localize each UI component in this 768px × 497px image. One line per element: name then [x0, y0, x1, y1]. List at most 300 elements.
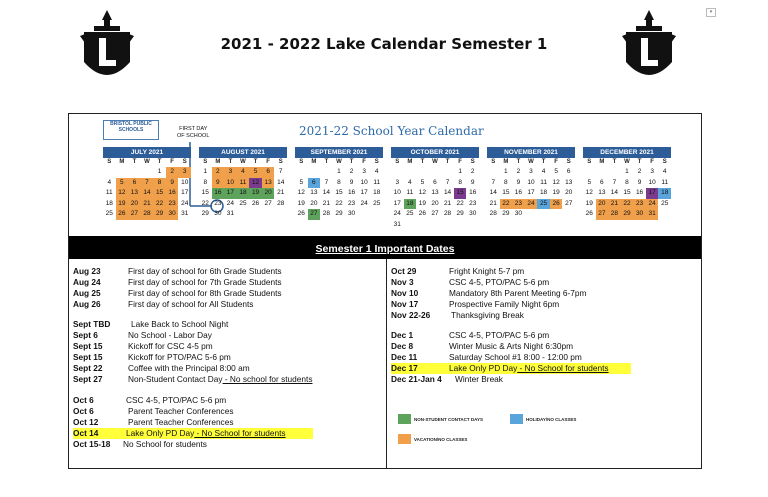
day-cell: 28	[608, 209, 621, 220]
event-text: Fright Knight 5-7 pm	[449, 266, 525, 276]
day-cell: 28	[322, 210, 331, 217]
important-date-row	[73, 352, 256, 363]
weekday-label: F	[554, 159, 558, 165]
month-calendar	[583, 147, 671, 220]
event-text: Lake Back to School Night	[131, 319, 229, 329]
day-grid	[487, 167, 575, 220]
day-cell: 17	[181, 189, 189, 196]
day-cell: 24	[525, 199, 538, 210]
event-text: First day of school for 6th Grade Students	[128, 266, 282, 276]
day-cell: 6	[600, 178, 604, 186]
day-cell: 5	[420, 178, 425, 186]
day-cell: 21	[443, 199, 452, 207]
day-cell: 8	[203, 178, 208, 186]
legend-holiday: HOLIDAY/NO CLASSES	[526, 417, 577, 422]
important-date-row	[73, 374, 313, 385]
weekday-label: S	[491, 159, 496, 165]
day-cell: 3	[529, 168, 533, 175]
weekday-label: M	[599, 159, 605, 165]
weekday-label: T	[420, 159, 425, 165]
day-cell: 22	[500, 199, 513, 210]
day-cell: 20	[262, 188, 275, 199]
important-date-row	[391, 266, 549, 277]
empty-day	[441, 167, 454, 178]
day-cell: 1	[458, 168, 462, 175]
date-label: Oct 14	[73, 428, 99, 438]
empty-day	[116, 167, 129, 178]
date-label: Oct 15-18	[73, 439, 111, 449]
weekday-label: F	[650, 159, 654, 165]
day-cell: 29	[153, 209, 166, 220]
important-date-row	[391, 288, 613, 299]
month-calendar	[391, 147, 479, 230]
weekday-label: M	[215, 159, 221, 165]
important-date-row	[391, 330, 563, 341]
day-cell: 10	[648, 178, 656, 186]
day-cell: 11	[105, 189, 113, 196]
day-cell: 16	[166, 188, 179, 199]
day-cell: 11	[661, 178, 669, 186]
day-cell: 4	[541, 168, 546, 175]
important-date-row	[73, 428, 313, 439]
important-date-row	[73, 299, 302, 310]
day-cell: 14	[277, 178, 285, 186]
day-cell: 8	[458, 178, 462, 186]
event-text: Mandatory 8th Parent Meeting 6-7pm	[449, 288, 587, 298]
day-cell: 26	[585, 210, 593, 217]
legend-swatch-green	[398, 414, 411, 424]
empty-day	[295, 167, 308, 178]
day-cell: 6	[128, 178, 141, 189]
day-cell: 5	[116, 178, 129, 189]
event-text: Lake Only PD Day - No School for students	[449, 363, 609, 373]
day-grid	[103, 167, 191, 220]
day-cell: 28	[489, 210, 497, 217]
event-text: CSC 4-5, PTO/PAC 5-6 pm	[126, 395, 227, 405]
weekday-label: S	[395, 159, 400, 165]
day-cell: 7	[324, 178, 329, 186]
day-cell: 8	[337, 178, 341, 186]
day-cell: 23	[347, 199, 356, 207]
day-cell: 15	[153, 188, 166, 199]
day-cell: 9	[212, 178, 225, 189]
day-cell: 1	[504, 168, 508, 175]
empty-day	[404, 167, 417, 178]
day-cell: 1	[157, 168, 162, 175]
day-cell: 11	[406, 189, 414, 196]
day-cell: 16	[212, 188, 225, 199]
day-cell: 7	[445, 178, 450, 186]
day-cell: 21	[322, 199, 331, 207]
day-cell: 24	[393, 210, 401, 217]
date-label: Sept 15	[73, 341, 103, 351]
event-text: Kickoff for PTO/PAC 5-6 pm	[128, 352, 231, 362]
day-cell: 9	[637, 178, 642, 186]
day-cell: 31	[646, 209, 659, 220]
no-school-note: - No school for students	[222, 374, 313, 384]
event-text: Prospective Family Night 6pm	[449, 299, 560, 309]
day-cell: 25	[373, 199, 381, 207]
day-cell: 13	[431, 189, 439, 196]
day-cell: 29	[335, 210, 343, 217]
day-cell: 27	[264, 199, 272, 207]
day-cell: 16	[347, 189, 356, 196]
important-date-row	[73, 319, 254, 330]
month-calendar	[487, 147, 575, 220]
day-cell: 2	[516, 168, 521, 175]
date-label: Dec 17	[391, 363, 418, 373]
day-cell: 14	[610, 189, 619, 196]
day-cell: 27	[565, 199, 573, 207]
day-cell: 12	[418, 189, 427, 196]
day-cell: 24	[181, 199, 189, 207]
day-cell: 30	[514, 210, 523, 217]
weekday-label: T	[157, 159, 162, 165]
day-cell: 15	[502, 189, 510, 196]
important-date-row	[73, 288, 313, 299]
date-label: Aug 25	[73, 288, 101, 298]
day-cell: 14	[141, 188, 154, 199]
day-cell: 14	[443, 189, 452, 196]
day-cell: 9	[470, 178, 475, 186]
legend-swatch-orange	[398, 434, 411, 444]
day-cell: 6	[262, 167, 275, 178]
day-cell: 18	[237, 188, 250, 199]
day-cell: 22	[335, 199, 343, 207]
day-cell: 27	[596, 209, 609, 220]
empty-day	[141, 167, 154, 178]
day-cell: 17	[224, 188, 237, 199]
day-cell: 14	[489, 189, 497, 196]
day-cell: 16	[635, 189, 644, 196]
day-cell: 18	[539, 189, 548, 196]
important-date-row	[73, 363, 288, 374]
day-cell: 29	[621, 209, 634, 220]
weekday-label: M	[503, 159, 509, 165]
day-cell: 7	[278, 168, 283, 175]
empty-day	[487, 167, 500, 178]
day-cell: 12	[116, 188, 129, 199]
date-label: Oct 6	[73, 395, 94, 405]
important-date-row	[73, 341, 237, 352]
important-date-row	[73, 266, 313, 277]
day-cell: 3	[395, 178, 400, 186]
month-header: SEPTEMBER 2021	[295, 147, 383, 158]
weekday-label: F	[170, 159, 174, 165]
day-cell: 15	[623, 189, 631, 196]
day-cell: 25	[661, 199, 669, 207]
weekday-label: T	[132, 159, 137, 165]
event-text: Winter Music & Arts Night 6:30pm	[449, 341, 574, 351]
day-cell: 11	[540, 178, 547, 186]
day-cell: 28	[443, 210, 452, 217]
weekday-label: F	[266, 159, 270, 165]
day-cell: 25	[406, 210, 414, 217]
day-cell: 21	[277, 189, 285, 196]
weekday-label: T	[253, 159, 258, 165]
day-cell: 25	[105, 210, 113, 217]
day-cell: 7	[612, 178, 617, 186]
important-date-row	[73, 277, 313, 288]
day-cell: 10	[393, 189, 401, 196]
date-label: Oct 29	[391, 266, 417, 276]
important-date-row	[73, 330, 233, 341]
day-cell: 29	[456, 210, 464, 217]
date-label: Sept 27	[73, 374, 103, 384]
event-text: Parent Teacher Conferences	[128, 417, 234, 427]
weekday-label: T	[541, 159, 546, 165]
day-cell: 2	[470, 168, 475, 175]
important-date-row	[391, 277, 563, 288]
day-cell: 10	[527, 178, 535, 186]
weekday-label: T	[324, 159, 329, 165]
date-label: Dec 21-Jan 4	[391, 374, 442, 384]
month-calendar	[295, 147, 383, 220]
day-cell: 24	[646, 199, 659, 210]
empty-day	[429, 167, 442, 178]
day-cell: 31	[181, 210, 189, 217]
day-cell: 10	[181, 178, 189, 186]
empty-day	[416, 167, 429, 178]
day-cell: 19	[116, 199, 129, 210]
day-cell: 20	[565, 189, 573, 196]
weekday-label: T	[612, 159, 617, 165]
day-cell: 5	[587, 178, 592, 186]
weekday-label: S	[203, 159, 208, 165]
day-cell: 3	[650, 168, 654, 175]
day-cell: 18	[404, 199, 417, 210]
day-cell: 23	[166, 199, 179, 210]
column-divider	[386, 259, 387, 468]
date-label: Sept TBD	[73, 319, 111, 329]
date-label: Oct 12	[73, 417, 99, 427]
day-cell: 5	[249, 167, 262, 178]
date-label: Nov 10	[391, 288, 419, 298]
day-cell: 24	[226, 199, 235, 207]
event-text: Saturday School #1 8:00 - 12:00 pm	[449, 352, 582, 362]
semester-heading: Semester 1 Important Dates	[315, 243, 455, 255]
event-text: First day of school for All Students	[128, 299, 254, 309]
day-cell: 20	[431, 199, 439, 207]
day-grid	[199, 167, 287, 220]
weekday-row	[103, 158, 191, 167]
day-cell: 1	[203, 168, 208, 175]
day-cell: 21	[608, 199, 621, 210]
date-label: Aug 23	[73, 266, 101, 276]
day-cell: 18	[373, 189, 381, 196]
day-cell: 23	[214, 199, 222, 207]
day-cell: 17	[646, 188, 659, 199]
weekday-label: M	[407, 159, 413, 165]
weekday-label: F	[362, 159, 366, 165]
event-text: Coffee with the Principal 8:00 am	[128, 363, 250, 373]
day-cell: 7	[491, 178, 496, 186]
day-cell: 27	[308, 209, 321, 220]
weekday-label: M	[119, 159, 125, 165]
district-logo: BRISTOL PUBLIC SCHOOLS	[103, 120, 159, 140]
day-cell: 9	[516, 178, 521, 186]
date-label: Dec 11	[391, 352, 418, 362]
event-text: First day of school for 8th Grade Students	[128, 288, 282, 298]
no-school-note: - No School for students	[517, 363, 609, 373]
calendar-frame	[68, 113, 702, 469]
day-cell: 17	[393, 199, 401, 207]
important-date-row	[73, 406, 256, 417]
weekday-label: T	[637, 159, 642, 165]
day-cell: 30	[469, 210, 477, 217]
day-cell: 2	[166, 167, 179, 178]
date-label: Sept 22	[73, 363, 103, 373]
first-day-label-line2: OF SCHOOL	[177, 133, 210, 139]
empty-day	[391, 167, 404, 178]
day-cell: 18	[658, 188, 671, 199]
day-cell: 3	[362, 168, 366, 175]
day-cell: 4	[662, 168, 667, 175]
event-text: Winter Break	[455, 374, 503, 384]
day-cell: 13	[565, 178, 573, 186]
day-grid	[583, 167, 671, 220]
day-cell: 8	[504, 178, 508, 186]
day-cell: 15	[454, 188, 467, 199]
date-label: Nov 3	[391, 277, 414, 287]
important-date-row	[391, 341, 604, 352]
day-cell: 9	[349, 178, 354, 186]
day-cell: 22	[153, 199, 166, 210]
weekday-label: S	[299, 159, 304, 165]
no-school-note: - No School for students	[194, 428, 286, 438]
date-label: Dec 1	[391, 330, 414, 340]
important-date-row	[391, 352, 613, 363]
day-cell: 22	[456, 199, 464, 207]
day-cell: 3	[178, 167, 191, 178]
weekday-label: T	[349, 159, 354, 165]
day-cell: 20	[596, 199, 609, 210]
day-cell: 5	[554, 168, 558, 175]
weekday-row	[295, 158, 383, 167]
day-cell: 18	[105, 199, 113, 207]
day-cell: 26	[550, 199, 563, 210]
calendar-title: 2021-22 School Year Calendar	[299, 124, 484, 138]
weekday-label: S	[566, 159, 571, 165]
important-date-row	[73, 417, 256, 428]
day-cell: 31	[393, 220, 401, 228]
day-cell: 10	[360, 178, 368, 186]
event-text: Lake Only PD Day - No School for students	[126, 428, 286, 438]
day-cell: 13	[310, 189, 318, 196]
day-cell: 24	[360, 199, 368, 207]
day-cell: 6	[433, 178, 437, 186]
empty-day	[583, 167, 596, 178]
day-grid	[295, 167, 383, 220]
day-cell: 12	[297, 189, 305, 196]
day-cell: 12	[552, 178, 560, 186]
day-cell: 25	[537, 199, 550, 210]
weekday-label: T	[445, 159, 450, 165]
weekday-label: S	[278, 159, 283, 165]
month-header: AUGUST 2021	[199, 147, 287, 158]
day-cell: 14	[322, 189, 331, 196]
day-cell: 21	[489, 199, 497, 207]
day-grid	[391, 167, 479, 230]
weekday-label: T	[228, 159, 233, 165]
weekday-row	[199, 158, 287, 167]
day-cell: 23	[469, 199, 477, 207]
weekday-label: S	[374, 159, 379, 165]
month-header: DECEMBER 2021	[583, 147, 671, 158]
day-cell: 4	[374, 168, 379, 175]
event-text: CSC 4-5, PTO/PAC 5-6 pm	[449, 330, 550, 340]
day-cell: 13	[128, 188, 141, 199]
day-cell: 20	[310, 199, 318, 207]
day-cell: 28	[277, 199, 285, 207]
day-cell: 28	[141, 209, 154, 220]
day-cell: 11	[373, 178, 381, 186]
day-cell: 12	[585, 189, 593, 196]
day-cell: 16	[514, 189, 523, 196]
day-cell: 29	[502, 210, 510, 217]
day-cell: 23	[512, 199, 525, 210]
day-cell: 30	[166, 209, 179, 220]
day-cell: 11	[237, 178, 250, 189]
date-label: Sept 15	[73, 352, 103, 362]
day-cell: 2	[637, 168, 642, 175]
empty-day	[128, 167, 141, 178]
empty-day	[308, 167, 321, 178]
day-cell: 22	[621, 199, 634, 210]
weekday-label: W	[336, 159, 342, 165]
day-cell: 19	[249, 188, 262, 199]
day-cell: 8	[153, 178, 166, 189]
date-label: Aug 26	[73, 299, 101, 309]
day-cell: 9	[166, 178, 179, 189]
event-text: No School - Labor Day	[128, 330, 212, 340]
day-cell: 30	[214, 210, 222, 217]
empty-day	[608, 167, 621, 178]
day-cell: 19	[585, 199, 593, 207]
day-cell: 17	[360, 189, 368, 196]
day-cell: 4	[408, 178, 412, 186]
event-text: Kickoff for CSC 4-5 pm	[128, 341, 213, 351]
date-label: Aug 24	[73, 277, 101, 287]
day-cell: 3	[224, 167, 237, 178]
important-date-row	[391, 374, 518, 385]
date-label: Dec 8	[391, 341, 414, 351]
legend-swatch-blue	[510, 414, 523, 424]
important-date-row	[73, 395, 240, 406]
day-cell: 26	[297, 210, 305, 217]
day-cell: 8	[625, 178, 629, 186]
day-cell: 21	[141, 199, 154, 210]
day-cell: 23	[633, 199, 646, 210]
legend-non-student: NON-STUDENT CONTACT DAYS	[414, 417, 484, 422]
day-cell: 27	[431, 210, 439, 217]
event-text: No School for students	[123, 439, 207, 449]
weekday-row	[391, 158, 479, 167]
weekday-label: S	[587, 159, 592, 165]
day-cell: 31	[226, 210, 235, 217]
day-cell: 4	[107, 178, 112, 186]
event-text: First day of school for 7th Grade Students	[128, 277, 282, 287]
weekday-row	[583, 158, 671, 167]
scroll-button[interactable]: ▾	[706, 8, 716, 17]
month-header: OCTOBER 2021	[391, 147, 479, 158]
empty-day	[103, 167, 116, 178]
event-text: CSC 4-5, PTO/PAC 5-6 pm	[449, 277, 550, 287]
day-cell: 20	[128, 199, 141, 210]
legend-vacation: VACATION/NO CLASSES	[414, 437, 468, 442]
day-cell: 22	[201, 199, 209, 207]
empty-day	[320, 167, 333, 178]
